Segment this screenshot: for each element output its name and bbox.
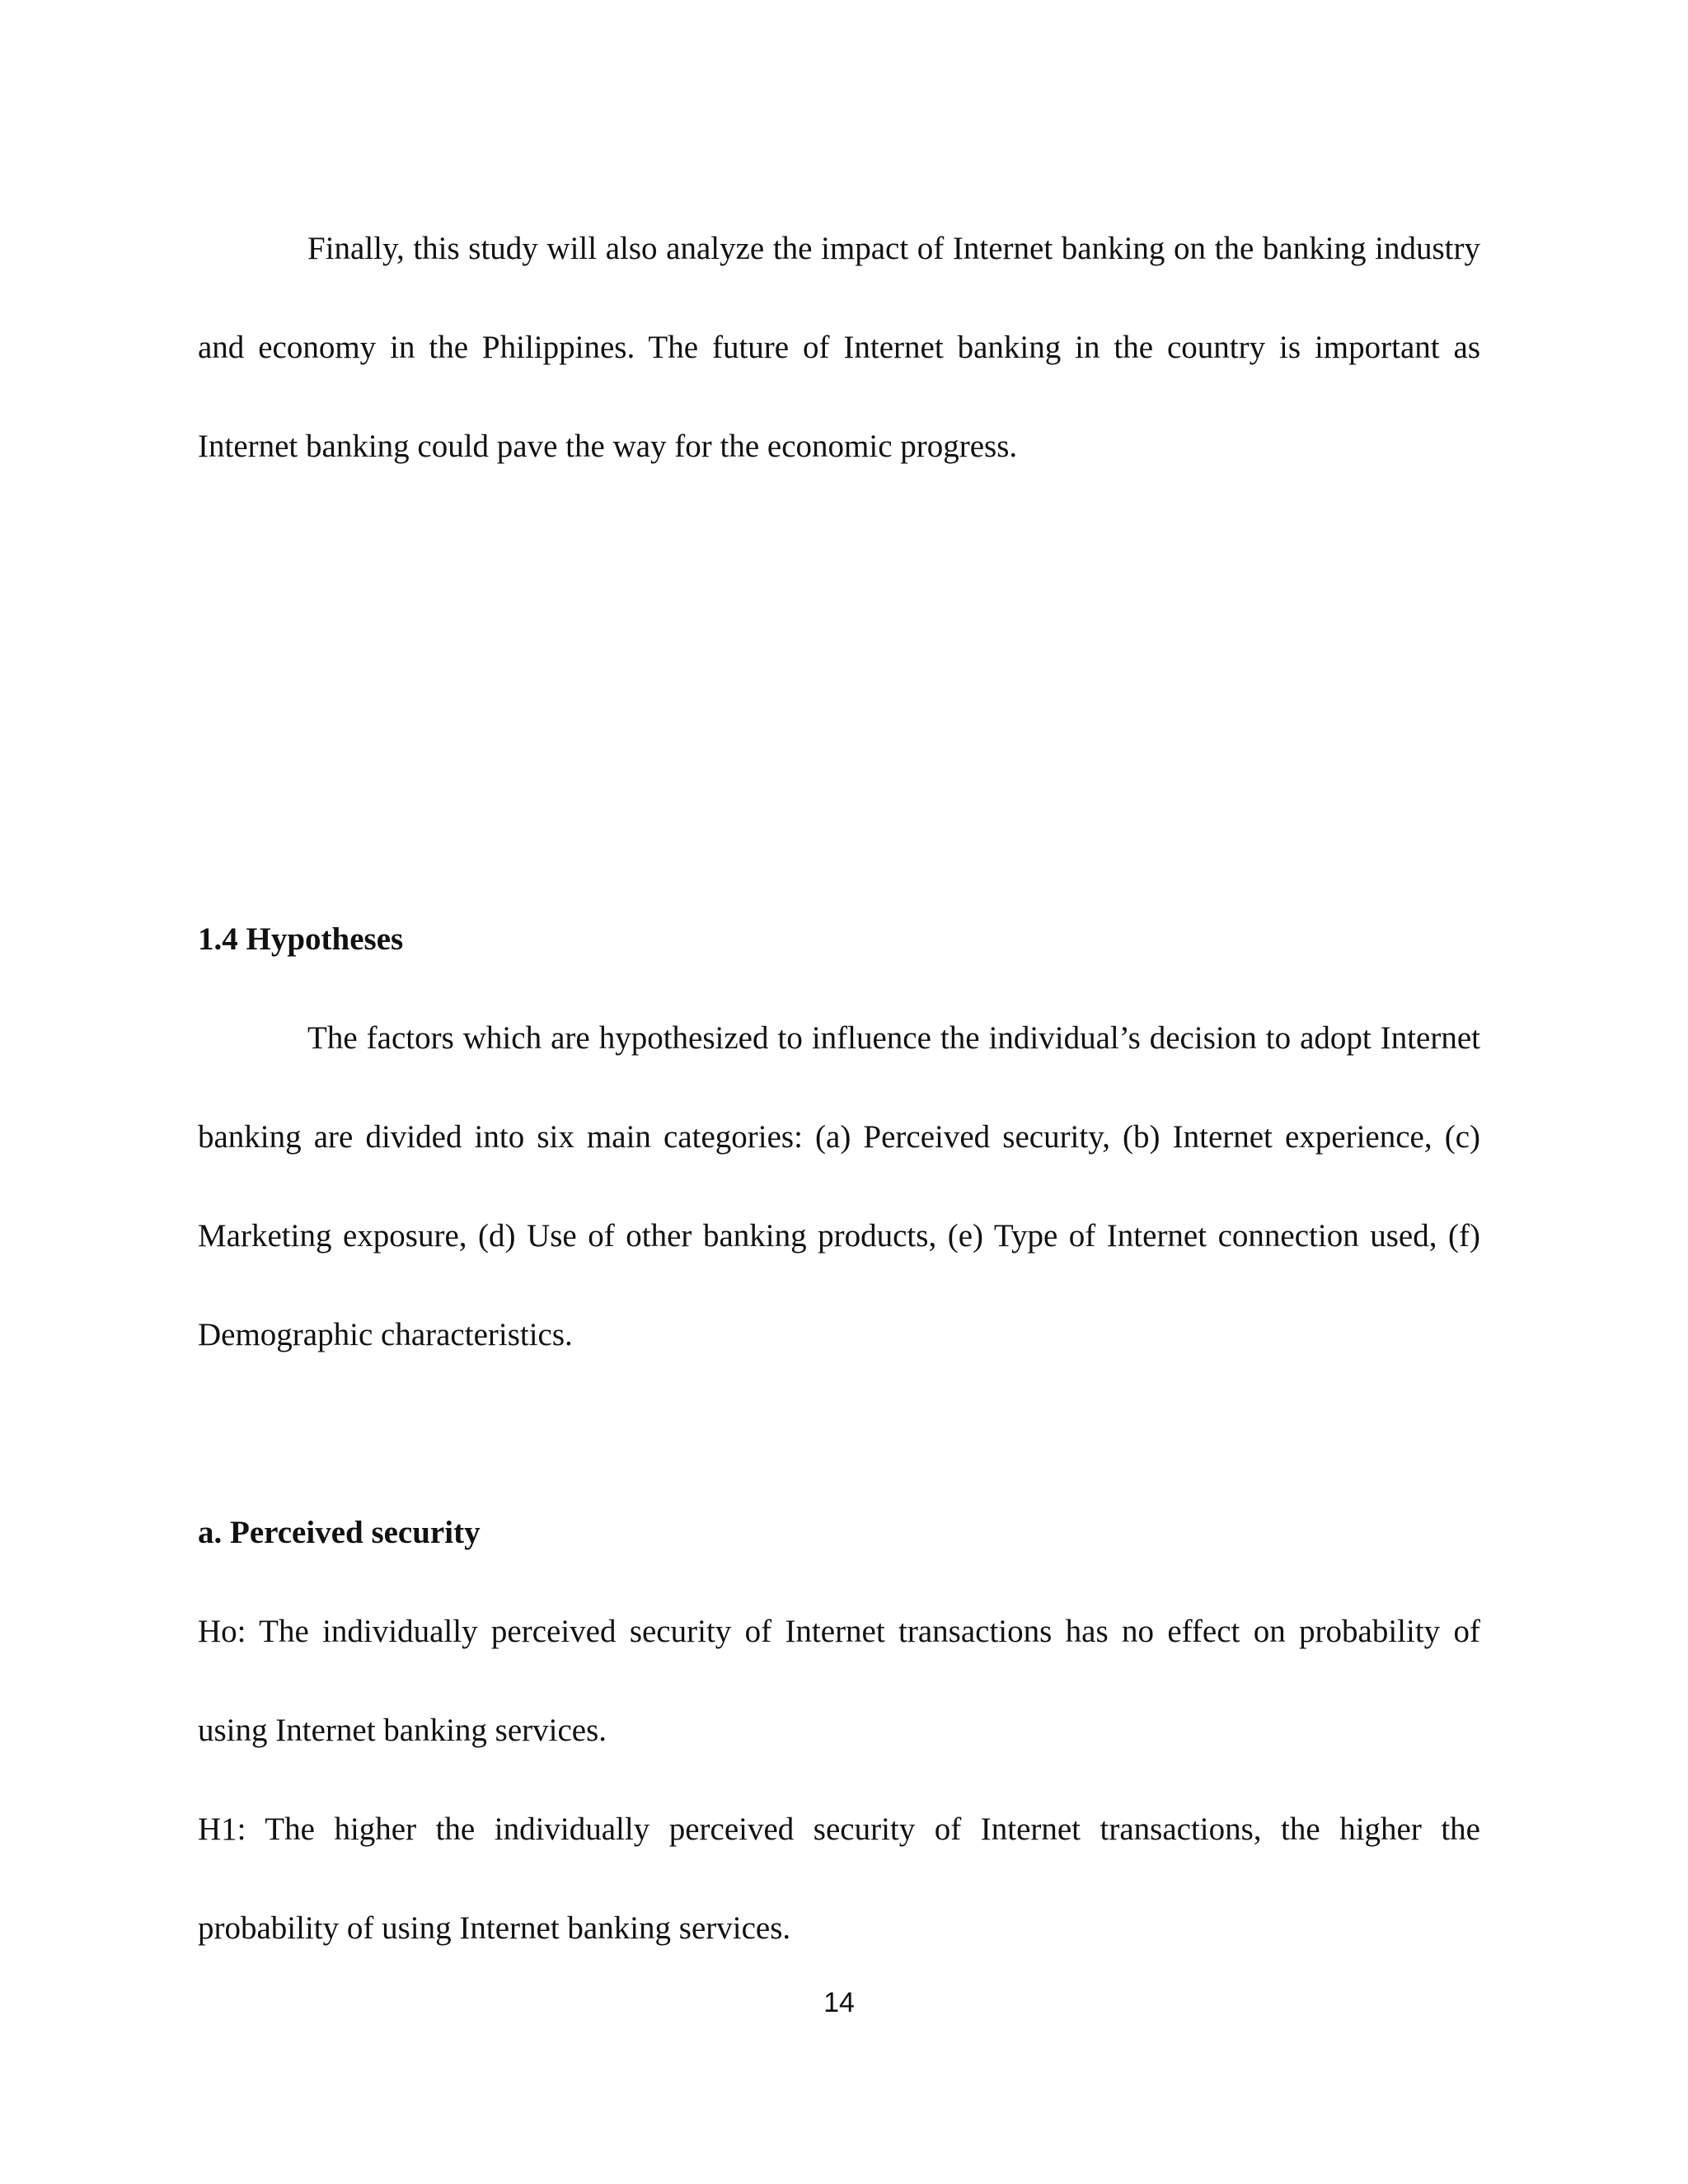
page-number: 14	[823, 1987, 855, 2018]
section-heading: 1.4 Hypotheses	[198, 921, 404, 957]
subsection-heading: a. Perceived security	[198, 1515, 481, 1550]
null-hypothesis-text: Ho: The individually perceived security of Internet transactions has no effect on probability of using Internet banking services.	[198, 1614, 1480, 1748]
alternative-hypothesis-text: H1: The higher the individually perceived security of Internet transactions, the higher the probability of using Internet banking services.	[198, 1811, 1480, 1946]
intro-paragraph: Finally, this study will also analyze the impact of Internet banking on the banking industry and economy in the Philippines. The future of Internet banking in the country is important as Internet banking could pave the way for the economic progress.	[198, 231, 1480, 464]
hypotheses-paragraph: The factors which are hypothesized to influence the individual’s decision to adopt Internet banking are divided into six main categories: (a) Perceived security, (b) Internet experience, (c) Marketing exposure, (d) Use of other banking products, (e) Type of Internet connection used, (f) Demographic characteristics.	[198, 1020, 1480, 1352]
